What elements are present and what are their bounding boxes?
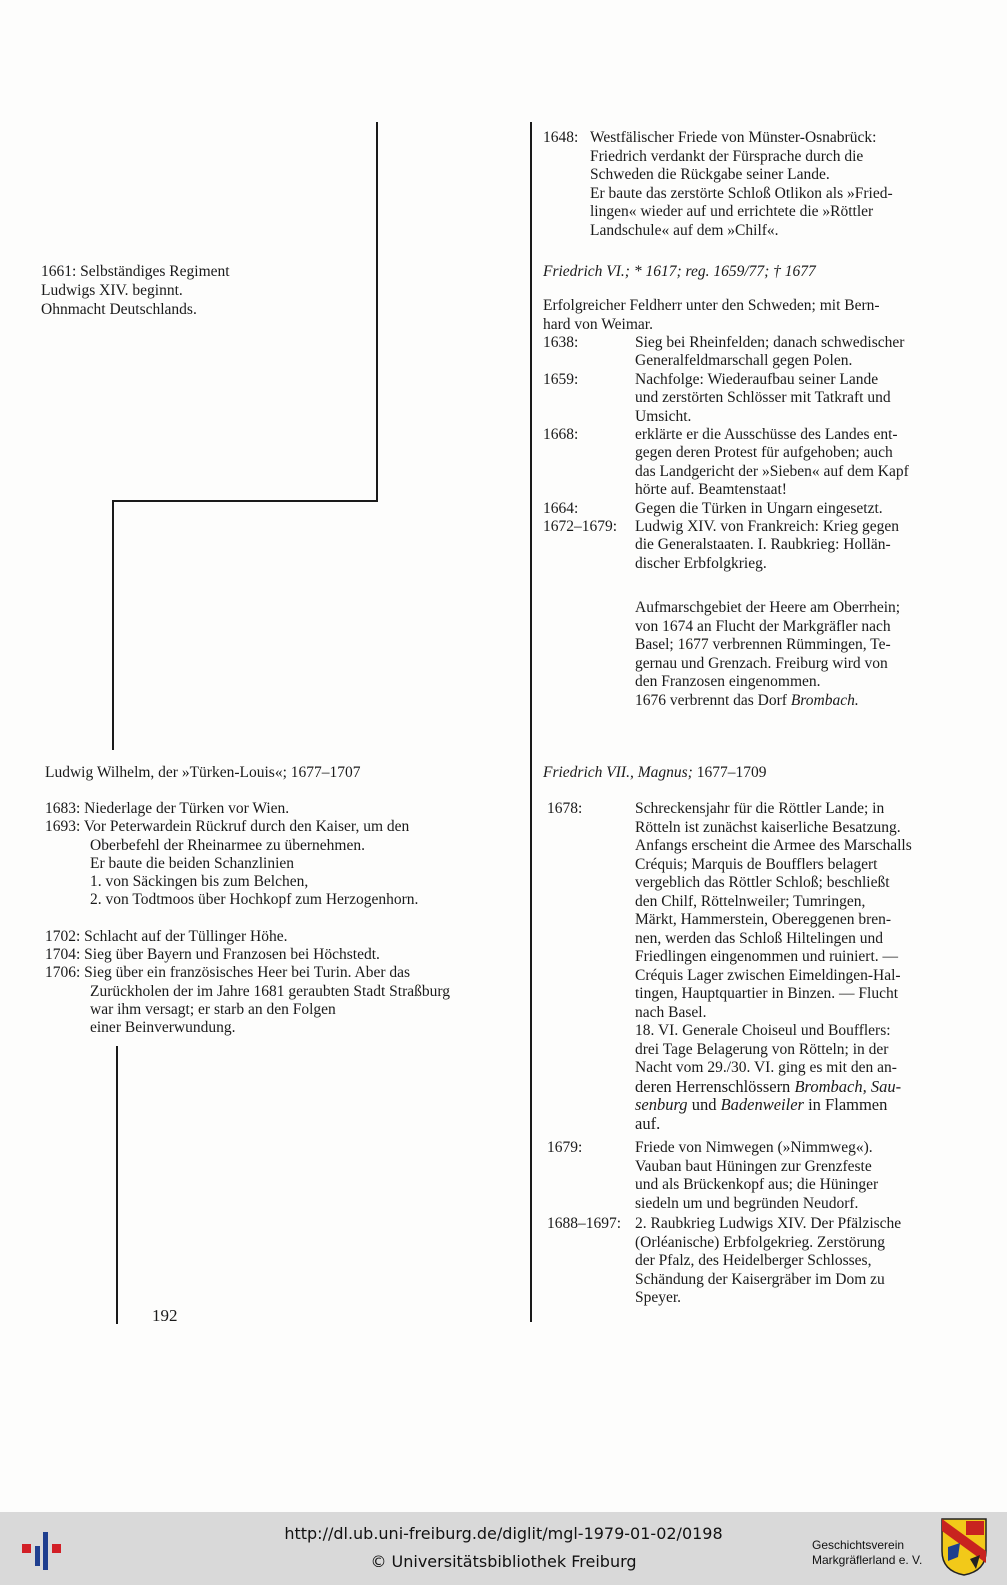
entry-date: 1668: — [543, 426, 579, 444]
entry-line: Friede von Nimwegen (»Nimmweg«). — [635, 1139, 873, 1156]
entry-line: Schreckensjahr für die Röttler Lande; in — [635, 800, 885, 817]
entry-line: siedeln um und begründen Neudorf. — [635, 1194, 859, 1212]
timeline-entry — [543, 518, 953, 573]
entry-1679 — [547, 1139, 957, 1213]
entry-line: vergeblich das Röttler Schloß; beschließt — [635, 874, 890, 891]
timeline-entry — [543, 426, 953, 500]
timeline-rule — [112, 500, 378, 502]
column-divider — [530, 122, 532, 1322]
entry-date: 1672–1679: — [543, 518, 618, 536]
friedrich7-heading — [543, 763, 766, 782]
entry-line: nach Basel. — [635, 1003, 707, 1021]
entry-date: 1688–1697: — [547, 1215, 622, 1232]
entry-line: Landschule« auf dem »Chilf«. — [590, 221, 779, 239]
place-name: Badenweiler — [720, 1095, 804, 1114]
timeline-rule — [376, 122, 378, 502]
friedrich6-entries — [543, 334, 953, 573]
society-line: Geschichtsverein — [812, 1538, 905, 1552]
entry-line: Er baute das zerstörte Schloß Otlikon als »Fried- — [590, 184, 893, 202]
entry-line: Westfälischer Friede von Münster-Osnabrück: — [590, 129, 877, 146]
text-fragment: deren Herrenschlössern — [635, 1076, 795, 1096]
entry-line: nen, werden das Schloß Hiltelingen und — [635, 929, 883, 947]
coat-of-arms-icon — [940, 1517, 988, 1577]
entry-line: 1706: Sieg über ein französisches Heer bei Turin. Aber das — [45, 964, 411, 982]
friedrich6-heading: Friedrich VI.; * 1617; reg. 1659/77; † 1677 — [543, 263, 816, 280]
entry-line: gernau und Grenzach. Freiburg wird von — [635, 654, 888, 672]
entry-line: Aufmarschgebiet der Heere am Oberrhein; — [635, 599, 901, 616]
society-name — [812, 1538, 922, 1568]
ludwig-wilhelm-heading: Ludwig Wilhelm, der »Türken-Louis«; 1677–1707 — [45, 764, 361, 781]
entry-line — [635, 692, 900, 711]
entry-line: tingen, Hauptquartier in Binzen. — Flucht — [635, 985, 899, 1002]
place-name: senburg — [635, 1095, 688, 1114]
viewer-footer — [0, 1512, 1007, 1585]
entry-line: Sieg bei Rheinfelden; danach schwedischer — [635, 334, 905, 351]
westfalen-entry — [543, 129, 953, 240]
entry-line: 1683: Niederlage der Türken vor Wien. — [45, 800, 290, 817]
entry-line: den Chilf, Röttelnweiler; Tumringen, — [635, 892, 866, 910]
entry-line: 18. VI. Generale Choiseul und Boufflers: — [635, 1022, 891, 1039]
page-number: 192 — [152, 1306, 178, 1325]
entry-line: Gegen die Türken in Ungarn eingesetzt. — [635, 499, 883, 517]
entry-line: den Franzosen eingenommen. — [635, 673, 821, 690]
text-line: hard von Weimar. — [543, 315, 653, 333]
timeline-entry — [543, 371, 953, 426]
ruler-name: Friedrich VII., Magnus; — [543, 764, 693, 781]
entry-line: lingen« wieder auf und errichtete die »Röttler — [590, 203, 874, 220]
entry-line: und zerstörten Schlösser mit Tatkraft und — [635, 389, 891, 407]
entry-line: Vauban baut Hüningen zur Grenzfeste — [635, 1157, 872, 1175]
entry-line: 1. von Säckingen bis zum Belchen, — [90, 873, 309, 891]
entry-line: Speyer. — [635, 1289, 682, 1306]
entry-line: Schweden die Rückgabe seiner Lande. — [590, 166, 830, 183]
text-line: Ohnmacht Deutschlands. — [41, 301, 197, 318]
entry-line: Ludwig XIV. von Frankreich: Krieg gegen — [635, 518, 900, 536]
entry-date: 1648: — [543, 129, 579, 146]
entry-line: Friedrich verdankt der Fürsprache durch die — [590, 147, 864, 165]
place-name: Brombach. — [790, 691, 859, 709]
entry-line: Créquis; Marquis de Boufflers belagert — [635, 855, 878, 873]
text-fragment: 1676 verbrennt das Dorf — [635, 691, 791, 709]
entry-1678 — [547, 800, 957, 1133]
text-fragment: in Flammen — [803, 1095, 888, 1114]
copyright-notice: © Universitätsbibliothek Freiburg — [370, 1552, 637, 1571]
entry-line: einer Beinverwundung. — [90, 1019, 236, 1037]
ludwig-wilhelm-entries — [45, 800, 450, 1038]
entry-line: discher Erbfolgkrieg. — [635, 554, 767, 572]
timeline-rule — [112, 500, 114, 750]
entry-line — [635, 1078, 957, 1097]
entry-line: Er baute die beiden Schanzlinien — [90, 854, 295, 872]
entry-line: 2. Raubkrieg Ludwigs XIV. Der Pfälzische — [635, 1215, 902, 1232]
timeline-rule — [116, 1046, 118, 1324]
entry-line: gegen deren Protest für aufgehoben; auch — [635, 444, 893, 462]
entry-line: und als Brückenkopf aus; die Hüninger — [635, 1176, 879, 1193]
regime-note — [41, 262, 230, 319]
text-line: Ludwigs XIV. beginnt. — [41, 282, 183, 299]
entry-line: Umsicht. — [635, 407, 692, 425]
entry-line: Zurückholen der im Jahre 1681 geraubten Stadt Straßburg — [90, 982, 450, 1000]
entry-line: die Generalstaaten. I. Raubkrieg: Hollän- — [635, 536, 891, 554]
entry-line: 1704: Sieg über Bayern und Franzosen bei Höchstedt. — [45, 946, 380, 964]
entry-line: Rötteln ist zunächst kaiserliche Besatzung. — [635, 818, 901, 836]
entry-line: Anfangs erscheint die Armee des Marschalls — [635, 837, 912, 854]
place-name: Brombach, Sau- — [794, 1076, 902, 1096]
society-line: Markgräflerland e. V. — [812, 1553, 923, 1567]
entry-line: (Orléanische) Erbfolgekrieg. Zerstörung — [635, 1233, 886, 1251]
entry-date: 1638: — [543, 334, 579, 351]
entry-line: Generalfeldmarschall gegen Polen. — [635, 352, 853, 370]
entry-line: Nachfolge: Wiederaufbau seiner Lande — [635, 370, 879, 388]
entry-line: Friedlingen eingenommen und ruiniert. — — [635, 948, 899, 965]
entry-line: 1702: Schlacht auf der Tüllinger Höhe. — [45, 927, 288, 945]
entry-date: 1679: — [547, 1139, 583, 1156]
entry-line: war ihm versagt; er starb an den Folgen — [90, 1000, 336, 1018]
entry-line: das Landgericht der »Sieben« auf dem Kapf — [635, 462, 909, 480]
entry-line: 2. von Todtmoos über Hochkopf zum Herzogenhorn. — [90, 891, 419, 909]
entry-line: Schändung der Kaisergräber im Dom zu — [635, 1270, 885, 1288]
entry-line: auf. — [635, 1113, 661, 1133]
timeline-entry — [543, 500, 953, 518]
text-fragment: und — [687, 1095, 721, 1114]
entry-date: 1659: — [543, 370, 579, 388]
aufmarsch-paragraph — [635, 599, 900, 710]
entry-line: drei Tage Belagerung von Rötteln; in der — [635, 1040, 889, 1058]
entry-line: 1693: Vor Peterwardein Rückruf durch den Kaiser, um den — [45, 818, 410, 836]
entry-1688 — [547, 1215, 957, 1308]
text-line: Erfolgreicher Feldherr unter den Schweden; mit Bern- — [543, 297, 880, 314]
entry-line — [635, 1096, 957, 1115]
text-line: 1661: Selbständiges Regiment — [41, 263, 230, 280]
entry-line: der Pfalz, des Heidelberger Schlosses, — [635, 1252, 872, 1269]
entry-date: 1678: — [547, 800, 583, 817]
entry-line: hörte auf. Beamtenstaat! — [635, 481, 787, 499]
entry-line: Oberbefehl der Rheinarmee zu übernehmen. — [90, 836, 365, 854]
entry-line: Créquis Lager zwischen Eimeldingen-Hal- — [635, 966, 901, 984]
entry-line: Märkt, Hammerstein, Obereggenen bren- — [635, 911, 892, 928]
timeline-entry — [543, 334, 953, 371]
entry-line: Basel; 1677 verbrennen Rümmingen, Te- — [635, 636, 891, 653]
entry-line: von 1674 an Flucht der Markgräfler nach — [635, 617, 891, 635]
entry-line: Nacht vom 29./30. VI. ging es mit den an- — [635, 1059, 897, 1076]
friedrich6-intro — [543, 297, 880, 334]
entry-line: erklärte er die Ausschüsse des Landes ent- — [635, 426, 898, 444]
ruler-years: 1677–1709 — [696, 764, 767, 781]
entry-date: 1664: — [543, 499, 579, 517]
document-url-link[interactable]: http://dl.ub.uni-freiburg.de/diglit/mgl-1979-01-02/0198 — [284, 1524, 723, 1543]
